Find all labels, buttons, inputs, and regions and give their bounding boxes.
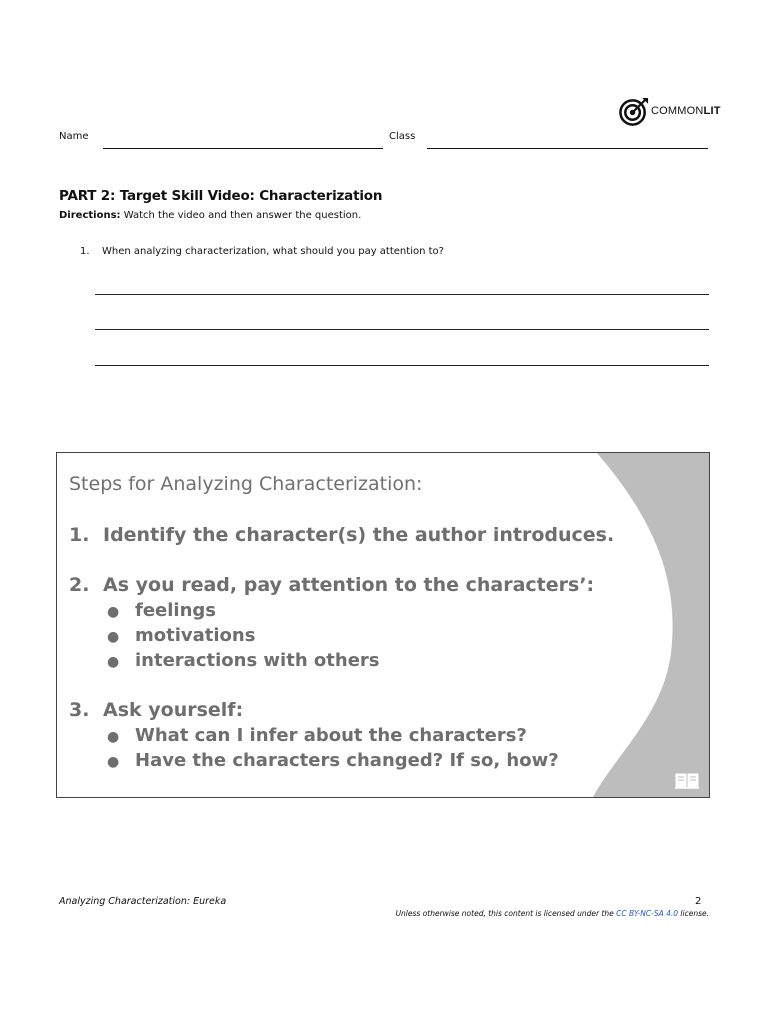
- bullet-item: ● feelings: [107, 600, 216, 621]
- bullet-item: ● Have the characters changed? If so, how?: [107, 750, 559, 771]
- step-item: 2. As you read, pay attention to the characters’:: [69, 574, 595, 596]
- commonlit-logo: [619, 95, 721, 127]
- answer-line[interactable]: [95, 329, 709, 330]
- license-note: Unless otherwise noted, this content is licensed under the CC BY-NC-SA 4.0 license.: [395, 909, 709, 918]
- name-field[interactable]: [103, 148, 383, 149]
- bullet-item: ● motivations: [107, 625, 256, 646]
- target-icon: [619, 96, 650, 127]
- footer-title: Analyzing Characterization: Eureka: [59, 896, 227, 907]
- license-link[interactable]: CC BY-NC-SA 4.0: [616, 909, 679, 918]
- answer-line[interactable]: [95, 365, 709, 366]
- answer-line[interactable]: [95, 294, 709, 295]
- name-label: Name: [59, 131, 89, 142]
- question-1: 1. When analyzing characterization, what should you pay attention to?: [80, 246, 444, 257]
- bullet-item: ● What can I infer about the characters?: [107, 725, 527, 746]
- class-field[interactable]: [427, 148, 708, 149]
- step-item: 3. Ask yourself:: [69, 699, 244, 721]
- step-item: 1. Identify the character(s) the author introduces.: [69, 524, 615, 546]
- logo-wordmark: COMMONLIT: [651, 105, 721, 117]
- directions: Directions: Watch the video and then answer the question.: [59, 210, 362, 221]
- step-list: [69, 522, 614, 773]
- book-icon: [674, 770, 700, 790]
- video-slide: [56, 452, 710, 798]
- slide-title: Steps for Analyzing Characterization:: [69, 473, 423, 495]
- slide-content: [69, 470, 614, 773]
- bullet-item: ● interactions with others: [107, 650, 380, 671]
- section-title: PART 2: Target Skill Video: Characterization: [59, 188, 383, 204]
- page-number: 2: [695, 896, 702, 907]
- class-label: Class: [389, 131, 416, 142]
